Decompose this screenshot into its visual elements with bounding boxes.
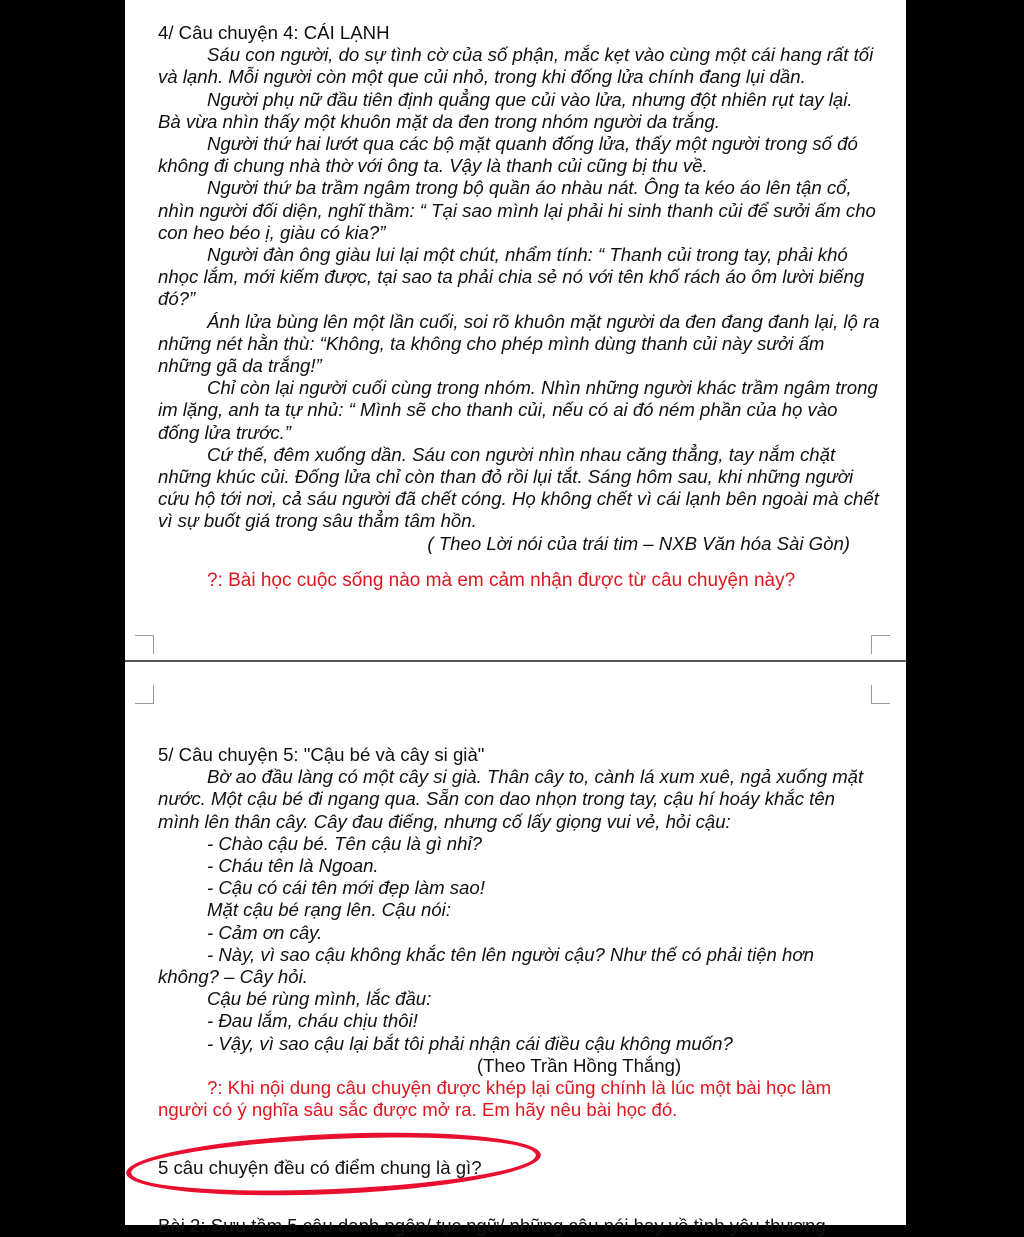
story-paragraph: Sáu con người, do sự tình cờ của số phận, mắc kẹt vào cùng một cái hang rất tối và lạnh. Mỗi người còn một que củi nhỏ, trong khi đống lửa chính đang lụi dần. xyxy=(158,44,874,88)
dialogue-line: - Cảm ơn cây. xyxy=(207,921,323,943)
next-section-heading: Bài 2: Sưu tầm 5 câu danh ngôn/ tục ngữ/ những câu nói hay về tình yêu thương xyxy=(158,1215,826,1236)
story-5-question: ?: Khi nội dung câu chuyện được khép lại cũng chính là lúc một bài học làm người có ý nghĩa sâu sắc được mở ra. Em hãy nêu bài học đó. xyxy=(158,1077,832,1121)
dialogue-line: - Vậy, vì sao cậu lại bắt tôi phải nhận cái điều cậu không muốn? xyxy=(207,1032,733,1054)
dialogue-line: - Đau lắm, cháu chịu thôi! xyxy=(207,1010,418,1032)
story-paragraph: Ánh lửa bùng lên một lần cuối, soi rõ khuôn mặt người da đen đang đanh lại, lộ ra những nét hằn thù: “Không, ta không cho phép mình dùng thanh củi này sưởi ấm những gã da trắng!” xyxy=(158,310,880,377)
dialogue-line: - Chào cậu bé. Tên cậu là gì nhỉ? xyxy=(207,832,482,854)
summary-question-block xyxy=(158,1151,880,1187)
summary-question: 5 câu chuyện đều có điểm chung là gì? xyxy=(158,1157,482,1179)
story-paragraph: Người thứ ba trầm ngâm trong bộ quần áo nhàu nát. Ông ta kéo áo lên tận cổ, nhìn người đối diện, nghĩ thầm: “ Tại sao mình lại phải hi sinh thanh củi để sưởi ấm cho con heo béo ị, giàu có kia?” xyxy=(158,177,876,243)
story-4-question: ?: Bài học cuộc sống nào mà em cảm nhận được từ câu chuyện này? xyxy=(207,569,796,591)
dialogue-line: - Cháu tên là Ngoan. xyxy=(207,855,379,877)
story-5-section xyxy=(158,744,880,1187)
story-4-source: ( Theo Lời nói của trái tim – NXB Văn hóa Sài Gòn) xyxy=(427,532,850,554)
story-paragraph: Bờ ao đầu làng có một cây si già. Thân cây to, cành lá xum xuê, ngả xuống mặt nước. Một cậu bé đi ngang qua. Sẵn con dao nhọn trong tay, cậu hí hoáy khắc tên mình lên thân cây. Cây đau điếng, nhưng cố lấy giọng vui vẻ, hỏi cậu: xyxy=(158,766,864,832)
dialogue-line: - Cậu có cái tên mới đẹp làm sao! xyxy=(207,877,485,899)
story-4-heading: 4/ Câu chuyện 4: CÁI LẠNH xyxy=(158,22,390,43)
margin-corner-mark xyxy=(871,685,890,704)
story-5-heading: 5/ Câu chuyện 5: "Cậu bé và cây si già" xyxy=(158,744,485,765)
story-paragraph: Chỉ còn lại người cuối cùng trong nhóm. Nhìn những người khác trầm ngâm trong im lặng, anh ta tự nhủ: “ Mình sẽ cho thanh củi, nếu có ai đó ném phần của họ vào đống lửa trước.” xyxy=(158,377,878,443)
story-4-section xyxy=(158,22,880,592)
dialogue-line: Mặt cậu bé rạng lên. Cậu nói: xyxy=(207,899,451,921)
story-5-source: (Theo Trần Hồng Thắng) xyxy=(476,1054,682,1076)
document-page-2 xyxy=(125,662,906,1236)
story-paragraph: Người thứ hai lướt qua các bộ mặt quanh đống lửa, thấy một người trong số đó không đi chung nhà thờ với ông ta. Vậy là thanh củi cũng bị thu về. xyxy=(158,133,858,177)
margin-corner-mark xyxy=(135,635,154,654)
story-paragraph: Người đàn ông giàu lui lại một chút, nhẩm tính: “ Thanh củi trong tay, phải khó nhọc lắm, mới kiếm được, tại sao ta phải chia sẻ nó với tên khố rách áo ôm lười biếng đó?” xyxy=(158,244,865,310)
dialogue-line: Cậu bé rùng mình, lắc đầu: xyxy=(207,988,432,1010)
red-annotation-oval xyxy=(125,1125,542,1203)
document-page-1 xyxy=(125,0,906,660)
margin-corner-mark xyxy=(871,635,890,654)
story-paragraph: Cứ thế, đêm xuống dần. Sáu con người nhìn nhau căng thẳng, tay nắm chặt những khúc củi. Đống lửa chỉ còn than đỏ rồi lụi tắt. Sáng hôm sau, khi những người cứu hộ tới nơi, cả sáu người đã chết cóng. Họ không chết vì cái lạnh bên ngoài mà chết vì sự buốt giá trong sâu thẳm tâm hồn. xyxy=(158,443,879,532)
story-paragraph: Người phụ nữ đầu tiên định quẳng que củi vào lửa, nhưng đột nhiên rụt tay lại. Bà vừa nhìn thấy một khuôn mặt da đen trong nhóm người da trắng. xyxy=(158,88,853,132)
dialogue-line: - Này, vì sao cậu không khắc tên lên người cậu? Như thế có phải tiện hơn không? – Cây hỏi. xyxy=(158,943,814,988)
margin-corner-mark xyxy=(135,685,154,704)
